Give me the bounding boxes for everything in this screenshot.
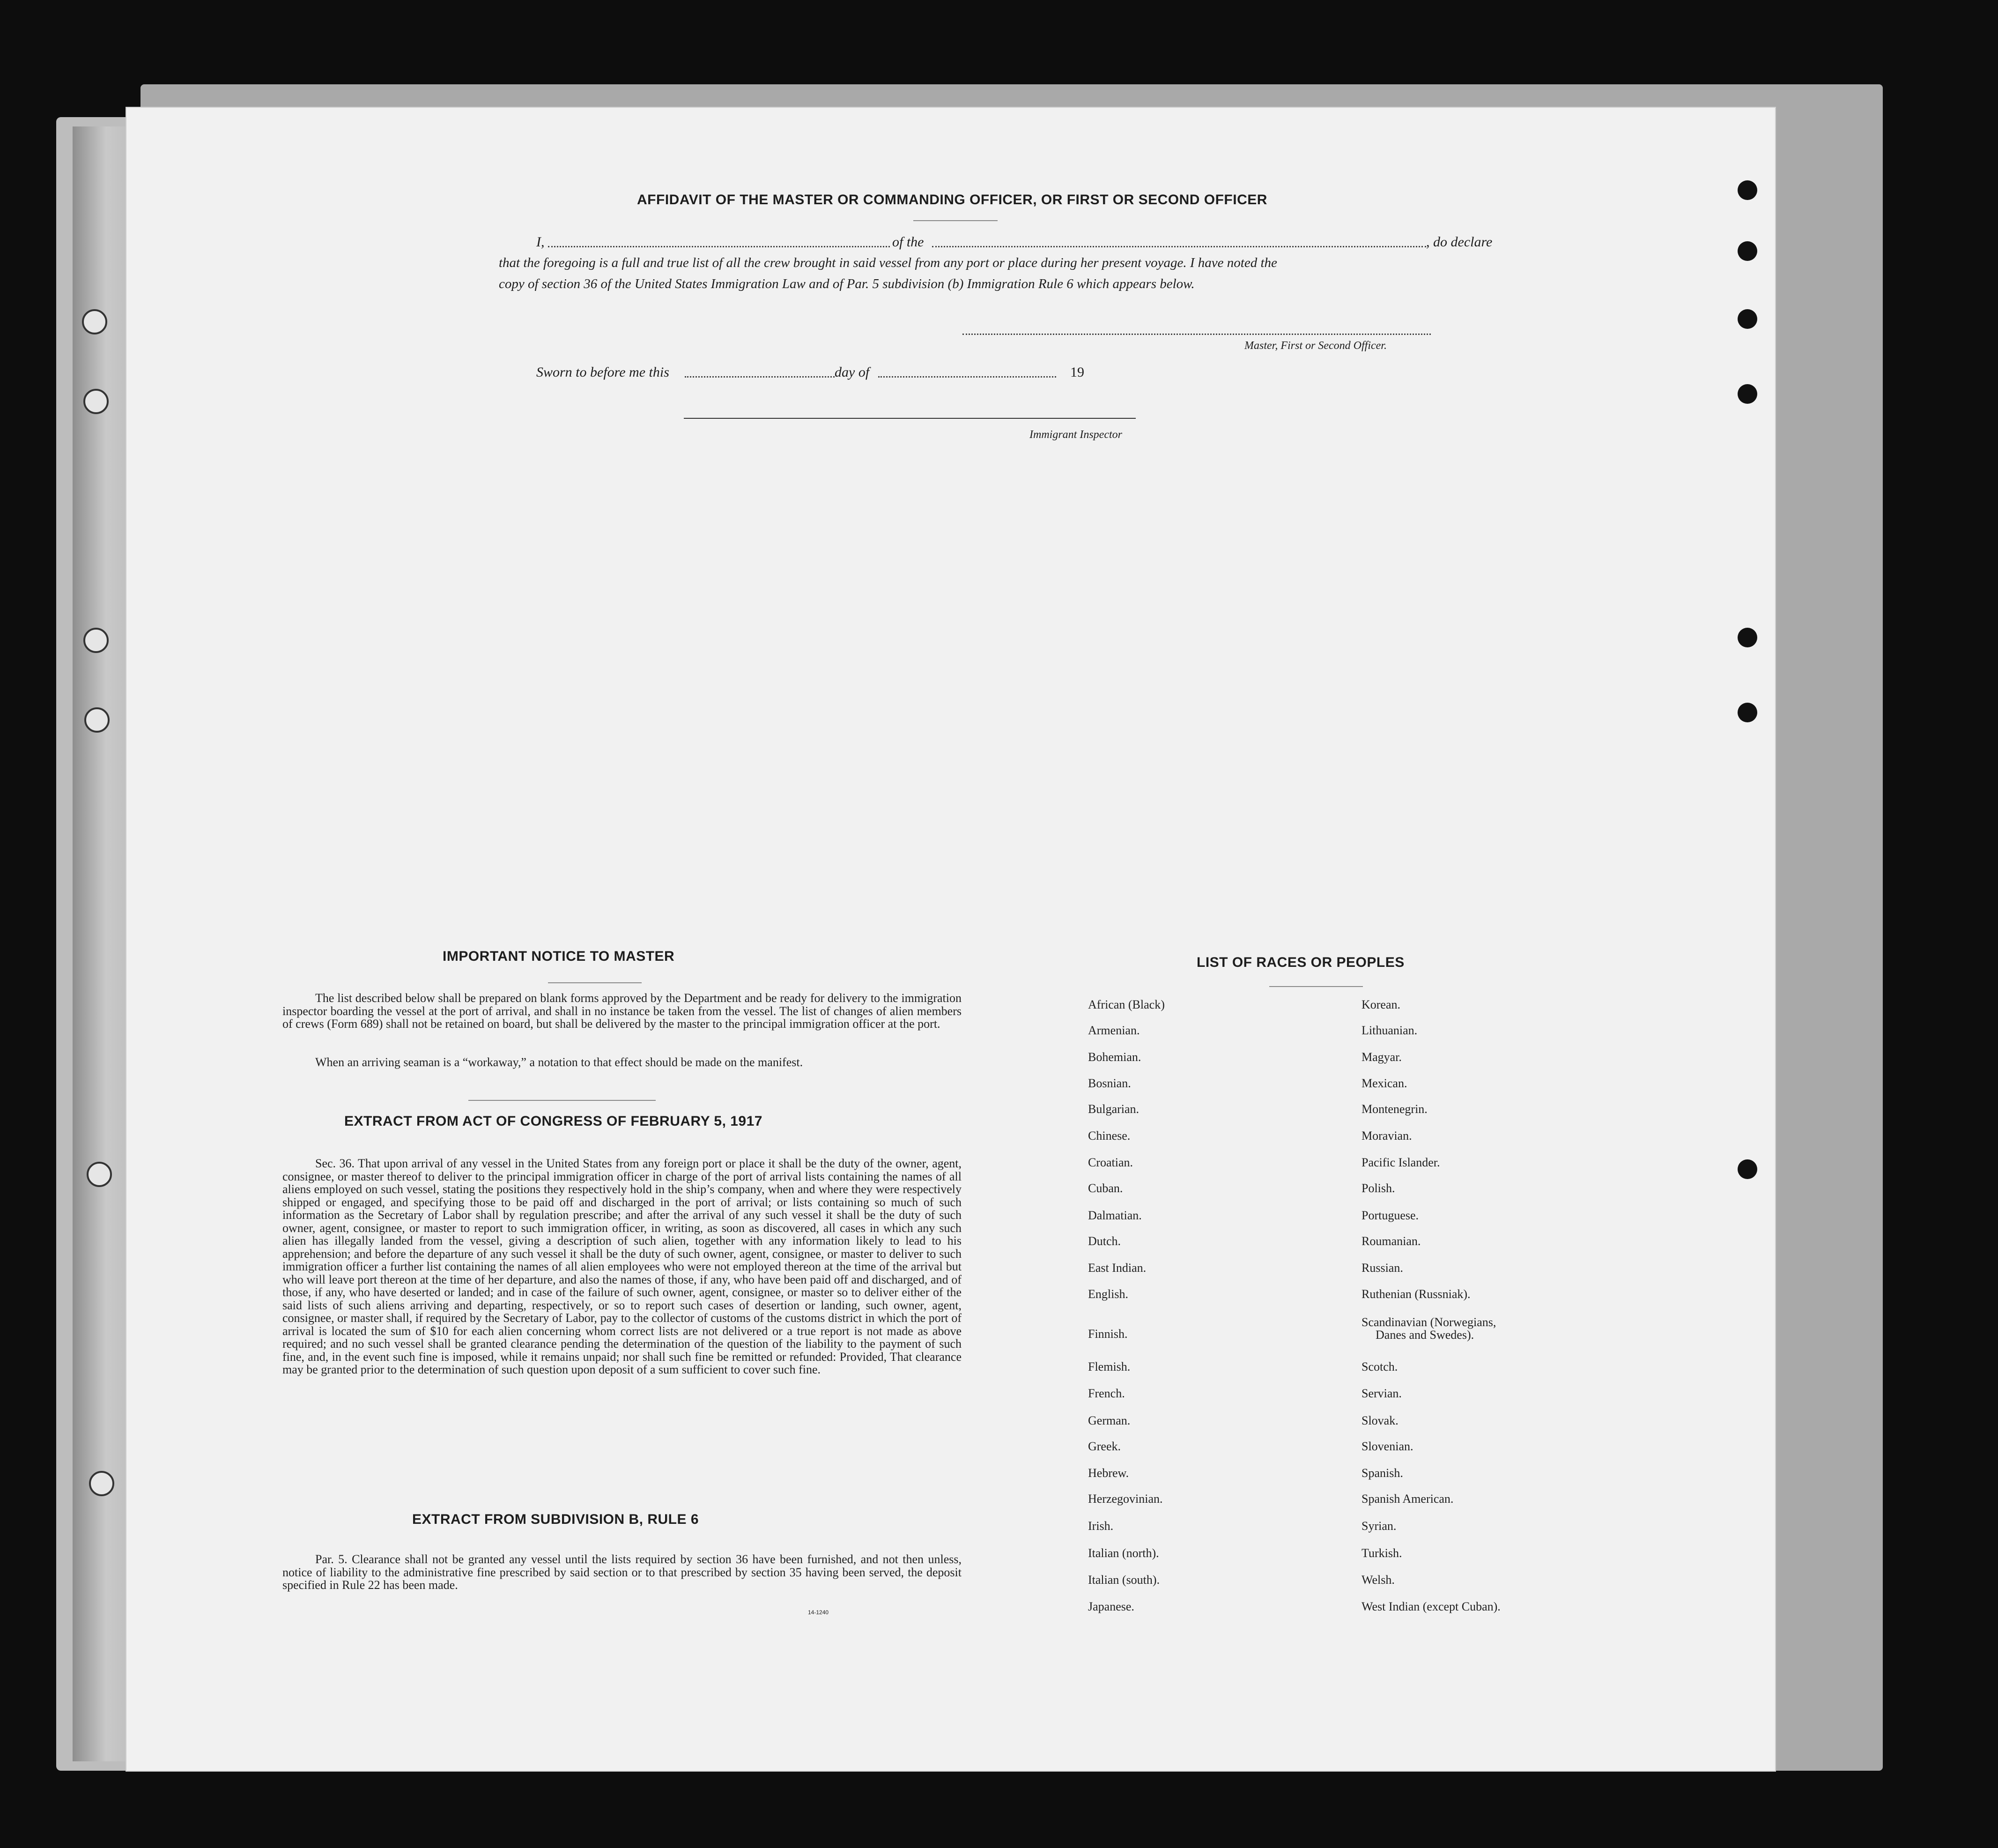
affidavit-line-3: copy of section 36 of the United States Immigration Law and of Par. 5 subdivision (b) Immigration Rule 6 which appears below. [499, 276, 1195, 291]
affidavit-declare: , do declare [1426, 234, 1493, 250]
race-item: Finnish. [1088, 1327, 1128, 1341]
punch-hole-icon [1738, 384, 1757, 404]
day-of-label: day of [835, 364, 870, 380]
affidavit-i: I, [536, 234, 545, 250]
race-item: Spanish American. [1362, 1492, 1454, 1506]
divider [913, 220, 998, 221]
inspector-label: Immigrant Inspector [1029, 429, 1122, 441]
race-item: Magyar. [1362, 1050, 1402, 1064]
binding-hole-icon [83, 628, 109, 653]
binding-hole-icon [87, 1162, 112, 1187]
binding-hole-icon [84, 707, 110, 733]
race-item: Armenian. [1088, 1024, 1140, 1037]
notice-title: IMPORTANT NOTICE TO MASTER [443, 949, 675, 964]
race-item: Roumanian. [1362, 1234, 1421, 1248]
race-item: Irish. [1088, 1519, 1114, 1533]
race-item: Dalmatian. [1088, 1209, 1142, 1222]
extract-rule-title: EXTRACT FROM SUBDIVISION B, RULE 6 [412, 1512, 699, 1527]
race-item: Flemish. [1088, 1360, 1131, 1373]
race-item: Herzegovinian. [1088, 1492, 1163, 1506]
race-item: Scandinavian (Norwegians, [1362, 1315, 1496, 1329]
race-item: Montenegrin. [1362, 1102, 1428, 1116]
divider [468, 1100, 656, 1101]
signature-blank [962, 334, 1431, 335]
race-item: Turkish. [1362, 1546, 1402, 1560]
signature-label: Master, First or Second Officer. [1244, 340, 1387, 352]
race-item: Japanese. [1088, 1600, 1134, 1613]
race-item: Pacific Islander. [1362, 1156, 1440, 1169]
form-number: 14-1240 [808, 1609, 829, 1616]
divider [548, 982, 642, 983]
punch-hole-icon [1738, 1159, 1757, 1179]
binding-hole-icon [82, 309, 107, 334]
race-item: Welsh. [1362, 1573, 1395, 1587]
race-item: Dutch. [1088, 1234, 1121, 1248]
race-item: Bulgarian. [1088, 1102, 1140, 1116]
race-item: Servian. [1362, 1387, 1402, 1400]
race-item: Moravian. [1362, 1129, 1412, 1143]
race-item: Greek. [1088, 1440, 1121, 1453]
affidavit-line-2: that the foregoing is a full and true list of all the crew brought in said vessel from any port or place during her present voyage. I have noted the [499, 255, 1277, 270]
race-item: Lithuanian. [1362, 1024, 1418, 1037]
name-blank [548, 246, 890, 247]
races-title: LIST OF RACES OR PEOPLES [1197, 955, 1405, 970]
race-item: West Indian (except Cuban). [1362, 1600, 1501, 1613]
race-item: Italian (north). [1088, 1546, 1159, 1560]
year-label: 19 [1070, 364, 1084, 380]
punch-hole-icon [1738, 703, 1757, 722]
sworn-month-blank [878, 376, 1056, 378]
race-item: English. [1088, 1287, 1128, 1301]
punch-hole-icon [1738, 309, 1757, 329]
punch-hole-icon [1738, 241, 1757, 261]
race-item: Bosnian. [1088, 1076, 1131, 1090]
race-item: Korean. [1362, 998, 1401, 1011]
race-item: Slovenian. [1362, 1440, 1413, 1453]
race-item: Slovak. [1362, 1414, 1399, 1427]
document-page [126, 108, 1775, 1771]
race-item: Chinese. [1088, 1129, 1131, 1143]
race-item: German. [1088, 1414, 1131, 1427]
affidavit-of-the: of the [892, 234, 924, 250]
inspector-signature-line [684, 418, 1136, 419]
race-item: Syrian. [1362, 1519, 1397, 1533]
race-item: Polish. [1362, 1181, 1395, 1195]
race-item: East Indian. [1088, 1261, 1147, 1275]
race-item: Portuguese. [1362, 1209, 1419, 1222]
race-item: Cuban. [1088, 1181, 1123, 1195]
extract-act-title: EXTRACT FROM ACT OF CONGRESS OF FEBRUARY 5, 1917 [344, 1113, 762, 1129]
race-item-continuation: Danes and Swedes). [1376, 1328, 1474, 1342]
punch-hole-icon [1738, 180, 1757, 200]
race-item: Ruthenian (Russniak). [1362, 1287, 1471, 1301]
race-item: Mexican. [1362, 1076, 1407, 1090]
race-item: Hebrew. [1088, 1466, 1129, 1480]
vessel-blank [932, 246, 1426, 247]
extract-act-text: Sec. 36. That upon arrival of any vessel in the United States from any foreign port or place it shall be the duty of the owner, agent, consignee, or master thereof to deliver to the principal immigration officer in charge of the port of arrival lists containing the names of all aliens employed on such vessel, stating the positions they respectively hold in the ship’s company, when and where they were respectively shipped or engaged, and specifying those to be paid off and discharged in the port of arrival; or lists containing so much of such information as the Secretary of Labor shall by regulation prescribe; and after the arrival of any such vessel it shall be the duty of such owner, agent, consignee, or master to report to such immigration officer, in writing, as soon as discovered, all cases in which any such alien has illegally landed from the vessel, giving a description of such alien, together with any information likely to lead to his apprehension; and before the departure of any such vessel it shall be the duty of such owner, agent, consignee, or master to deliver to such immigration officer a further list containing the names of all alien employees who were not employed thereon at the time of the arrival but who will leave port thereon at the time of her departure, and also the names of those, if any, who have been paid off and discharged, and of those, if any, who have deserted or landed; and in case of the failure of such owner, agent, consignee, or master so to deliver either of the said lists of such aliens arriving and departing, respectively, or so to report such cases of desertion or landing, such owner, agent, consignee, or master shall, if required by the Secretary of Labor, pay to the collector of customs of the customs district in which the port of arrival is located the sum of $10 for each alien concerning whom correct lists are not delivered or a true report is not made as above required; and no such vessel shall be granted clearance pending the determination of the question of the liability to the payment of such fine, and, in the event such fine is imposed, while it remains unpaid; nor shall such fine be remitted or refunded: Provided, That clearance may be granted prior to the determination of such question upon deposit of a sum sufficient to cover such fine. [282, 1157, 962, 1376]
binding-hole-icon [89, 1471, 114, 1496]
punch-hole-icon [1738, 628, 1757, 647]
affidavit-title: AFFIDAVIT OF THE MASTER OR COMMANDING OFFICER, OR FIRST OR SECOND OFFICER [637, 192, 1267, 208]
race-item: Russian. [1362, 1261, 1403, 1275]
divider [1269, 986, 1363, 987]
race-item: Scotch. [1362, 1360, 1398, 1373]
extract-rule-text: Par. 5. Clearance shall not be granted any vessel until the lists required by section 36 have been furnished, and not then unless, notice of liability to the administrative fine prescribed by said section or to that prescribed by section 35 having been served, the deposit specified in Rule 22 has been made. [282, 1552, 962, 1592]
notice-paragraph-2: When an arriving seaman is a “workaway,” a notation to that effect should be made on the manifest. [315, 1055, 803, 1069]
race-item: African (Black) [1088, 998, 1165, 1011]
sworn-label: Sworn to before me this [536, 364, 669, 380]
race-item: Italian (south). [1088, 1573, 1160, 1587]
notice-paragraph-1: The list described below shall be prepared on blank forms approved by the Department and be ready for delivery to the immigration inspector boarding the vessel at the port of arrival, and shall in no instance be taken from the vessel. The list of changes of alien members of crews (Form 689) shall not be retained on board, but shall be delivered by the master to the principal immigration officer at the port. [282, 991, 962, 1031]
sworn-day-blank [685, 376, 835, 378]
race-item: Spanish. [1362, 1466, 1403, 1480]
binding-hole-icon [83, 389, 109, 414]
race-item: Croatian. [1088, 1156, 1133, 1169]
race-item: Bohemian. [1088, 1050, 1141, 1064]
race-item: French. [1088, 1387, 1125, 1400]
